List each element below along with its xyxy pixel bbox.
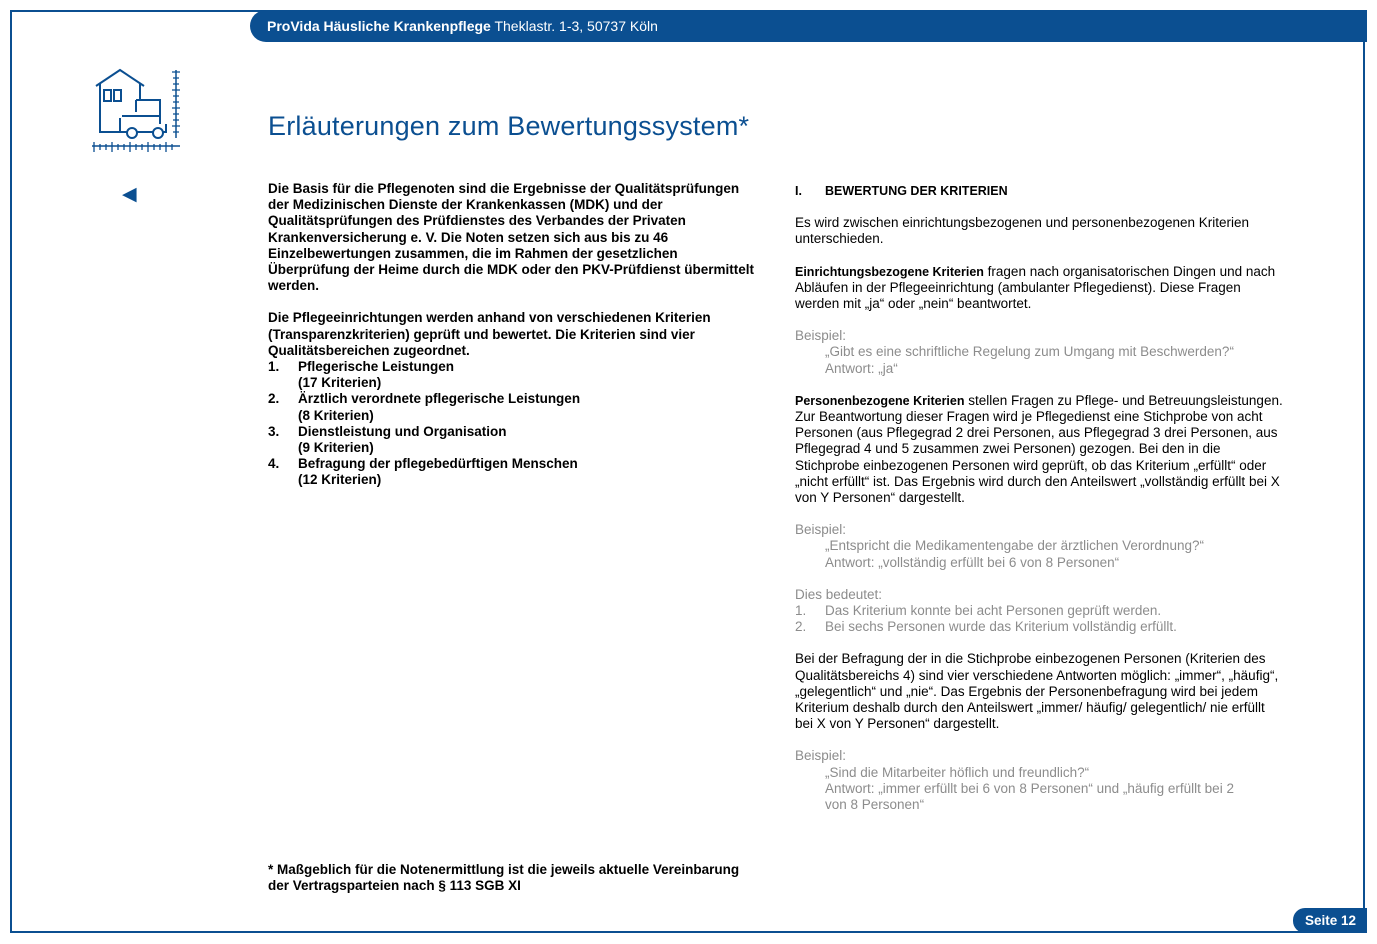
list-item — [795, 603, 1285, 619]
person-criteria-term: Personenbezogene Kriterien — [795, 393, 965, 408]
example-label: Beispiel: — [795, 328, 847, 344]
facility-criteria-paragraph — [795, 264, 1285, 313]
page-number: Seite 12 — [1293, 908, 1367, 933]
example-answer: Antwort: „vollständig erfüllt bei 6 von 8 Personen“ — [825, 554, 1120, 570]
list-item — [268, 391, 758, 423]
meaning-list — [795, 603, 1285, 635]
example-block — [795, 328, 1285, 377]
section-title: BEWERTUNG DER KRITERIEN — [825, 184, 1008, 198]
person-criteria-text: stellen Fragen zu Pflege- und Betreuungsleistungen. Zur Beantwortung dieser Fragen wird je Pflegedienst eine Stichprobe von acht Personen (aus Pflegegrad 2 drei Personen, aus Pflegegrad 3 drei Personen, aus Pflegegrad 4 und 5 zusammen zwei Personen) gezogen. Bei den in die Stichprobe einbezogenen Personen wird geprüft, ob das Kriterium „erfüllt“ oder „nicht erfüllt“ ist. Das Ergebnis wird durch den Anteilswert „vollständig erfüllt bei X von Y Personen“ dargestellt. — [795, 392, 1283, 506]
list-item-count: (12 Kriterien) — [298, 472, 382, 488]
meaning-label: Dies bedeutet: — [795, 586, 883, 602]
list-item-label: Ärztlich verordnete pflegerische Leistungen — [298, 391, 581, 407]
facility-criteria-text: fragen nach organisatorischen Dingen und nach Abläufen in der Pflegeeinrichtung (ambulanter Pflegedienst). Diese Fragen werden mit „ja“ oder „nein“ beantwortet. — [795, 263, 1276, 312]
intro-paragraph: Die Basis für die Pflegenoten sind die Ergebnisse der Qualitätsprüfungen der Medizinischen Dienste der Krankenkassen (MDK) und der Qualitätsprüfungen des Prüfdienstes des Verbandes der Privaten Krankenversicherung e. V. Die Noten setzen sich aus bis zu 46 Einzelbewertungen zusammen, die im Rahmen der gesetzlichen Überprüfung der Heime durch die MDK oder den PKV-Prüfdienst übermittelt werden. — [268, 181, 755, 294]
list-item — [268, 456, 758, 488]
example-answer: Antwort: „immer erfüllt bei 6 von 8 Personen“ und „häufig erfüllt bei 2 von 8 Personen“ — [825, 780, 1234, 813]
list-item-number: 1. — [795, 603, 807, 619]
section-number: I. — [795, 184, 802, 198]
example-label: Beispiel: — [795, 522, 847, 538]
survey-paragraph: Bei der Befragung der in die Stichprobe einbezogenen Personen (Kriterien des Qualitätsbereichs 4) sind vier verschiedene Antworten möglich: „immer“, „häufig“, „gelegentlich“ und „nie“. Das Ergebnis der Personenbefragung wird bei jedem Kriterium deshalb durch den Anteilswert „immer/ häufig/ gelegentlich/ nie erfüllt bei X von Y Personen“ dargestellt. — [795, 651, 1279, 732]
list-item-number: 4. — [268, 456, 280, 472]
back-arrow-icon[interactable]: ◀ — [122, 184, 137, 205]
list-item-count: (8 Kriterien) — [298, 407, 374, 423]
example-answer: Antwort: „ja“ — [825, 360, 898, 376]
list-item — [268, 424, 758, 456]
list-item-count: (17 Kriterien) — [298, 375, 382, 391]
facility-criteria-term: Einrichtungsbezogene Kriterien — [795, 264, 984, 279]
list-item-count: (9 Kriterien) — [298, 440, 374, 456]
footnote: * Maßgeblich für die Notenermittlung ist die jeweils aktuelle Vereinbarung der Vertragsparteien nach § 113 SGB XI — [268, 862, 740, 894]
list-item — [268, 359, 758, 391]
example-question: „Gibt es eine schriftliche Regelung zum Umgang mit Beschwerden?“ — [825, 344, 1234, 360]
page-title: Erläuterungen zum Bewertungssystem* — [268, 111, 750, 141]
header-bar — [250, 10, 1367, 42]
house-wheelchair-icon — [88, 66, 184, 158]
example-block — [795, 522, 1285, 571]
example-label: Beispiel: — [795, 748, 847, 764]
list-item-number: 3. — [268, 423, 280, 439]
section-heading — [795, 183, 1285, 199]
example-block — [795, 748, 1285, 813]
list-item-label: Pflegerische Leistungen — [298, 359, 455, 375]
list-item-text: Bei sechs Personen wurde das Kriterium vollständig erfüllt. — [825, 619, 1177, 635]
list-item-number: 2. — [795, 619, 807, 635]
organization-address: Theklastr. 1-3, 50737 Köln — [494, 18, 658, 34]
left-column — [268, 181, 758, 489]
list-item-label: Befragung der pflegebedürftigen Menschen — [298, 456, 578, 472]
criteria-intro: Es wird zwischen einrichtungsbezogenen und personenbezogenen Kriterien unterschieden. — [795, 215, 1250, 247]
right-column — [795, 183, 1285, 813]
list-item-label: Dienstleistung und Organisation — [298, 423, 507, 439]
organization-name: ProVida Häusliche Krankenpflege — [267, 18, 491, 34]
example-question: „Sind die Mitarbeiter höflich und freundlich?“ — [825, 764, 1090, 780]
meaning-block — [795, 587, 1285, 636]
person-criteria-paragraph — [795, 393, 1285, 506]
list-item-number: 1. — [268, 359, 280, 375]
example-question: „Entspricht die Medikamentengabe der ärztlichen Verordnung?“ — [825, 538, 1204, 554]
list-item — [795, 619, 1285, 635]
list-item-number: 2. — [268, 391, 280, 407]
list-item-text: Das Kriterium konnte bei acht Personen geprüft werden. — [825, 603, 1162, 619]
criteria-paragraph: Die Pflegeeinrichtungen werden anhand von verschiedenen Kriterien (Transparenzkriterien) geprüft und bewertet. Die Kriterien sind vier Qualitätsbereichen zugeordnet. — [268, 310, 711, 358]
quality-areas-list — [268, 359, 758, 489]
